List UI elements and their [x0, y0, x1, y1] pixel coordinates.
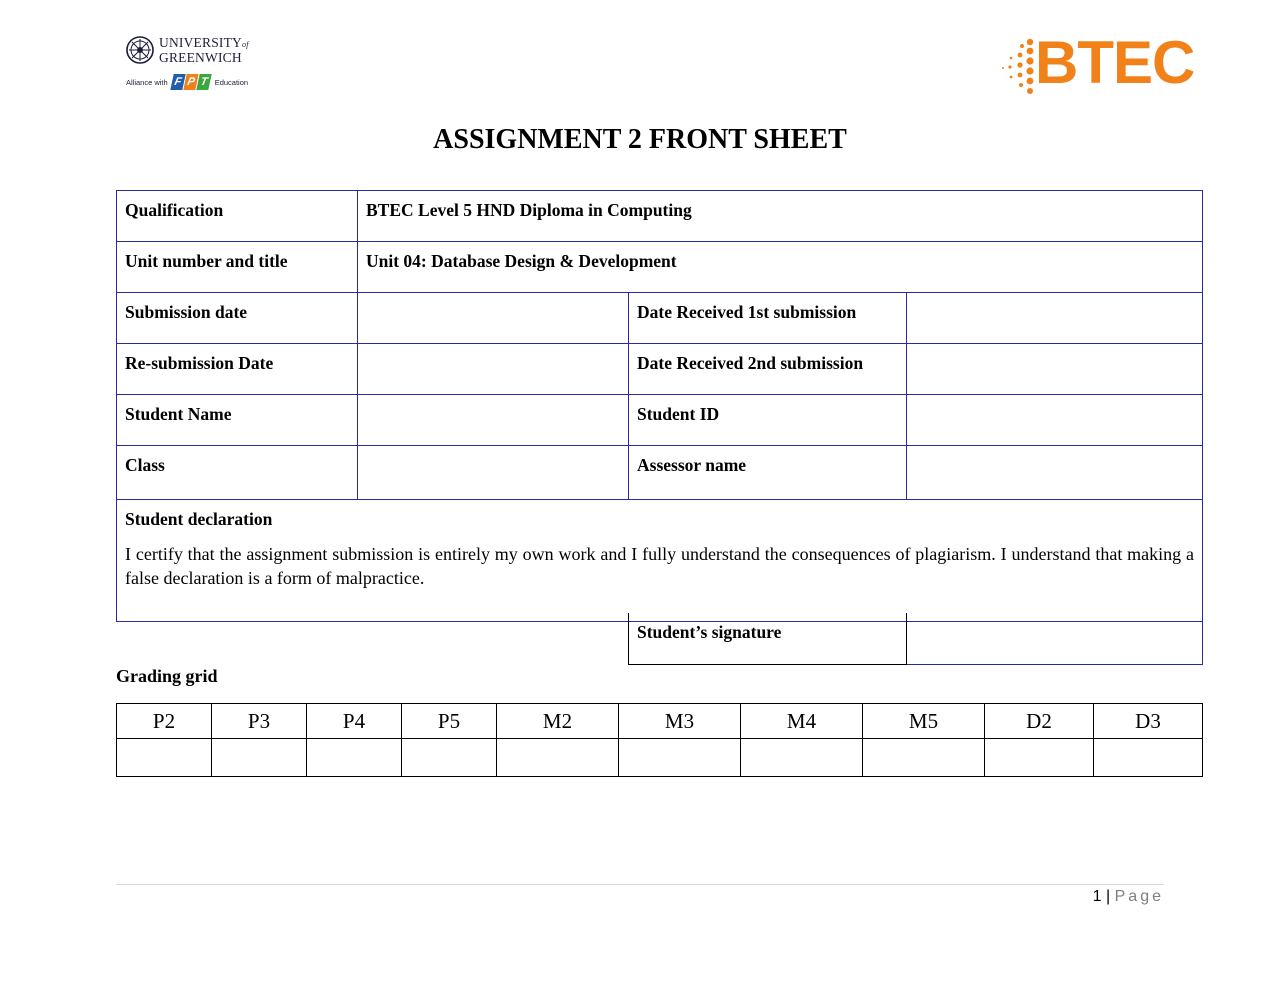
declaration-cell: [117, 500, 1203, 622]
unit-row: [117, 242, 1203, 293]
assessor-name-label: Assessor name: [629, 446, 907, 500]
btec-wordmark: BTEC: [1035, 29, 1195, 96]
footer-separator: |: [1106, 888, 1111, 905]
page-title: ASSIGNMENT 2 FRONT SHEET: [433, 124, 847, 155]
date-received-1-field[interactable]: [907, 293, 1203, 344]
unit-label: Unit number and title: [117, 242, 358, 293]
qualification-value: BTEC Level 5 HND Diploma in Computing: [358, 191, 1203, 242]
student-row: [117, 395, 1203, 446]
grading-grid-label: Grading grid: [116, 666, 218, 686]
grading-header-row: [117, 704, 1203, 739]
grade-m4-header: M4: [741, 704, 863, 739]
greenwich-seal-icon: [126, 36, 154, 64]
front-sheet-table: [116, 190, 1203, 622]
qualification-label: Qualification: [117, 191, 358, 242]
fpt-logo: [172, 74, 211, 90]
btec-dots-icon: [1000, 36, 1038, 98]
signature-field[interactable]: [907, 613, 1203, 665]
assessor-name-field[interactable]: [907, 446, 1203, 500]
grade-d3-header: D3: [1094, 704, 1203, 739]
student-id-label: Student ID: [629, 395, 907, 446]
grade-m5-cell[interactable]: [863, 739, 985, 777]
greenwich-wordmark: UNIVERSITYof GREENWICH: [159, 35, 249, 65]
grade-p5-header: P5: [402, 704, 497, 739]
fpt-letter-f: F: [170, 74, 185, 90]
grading-value-row: [117, 739, 1203, 777]
signature-label: Student’s signature: [629, 613, 907, 665]
page-number: 1: [1092, 888, 1102, 905]
submission-date-label: Submission date: [117, 293, 358, 344]
grade-m3-header: M3: [619, 704, 741, 739]
declaration-text: I certify that the assignment submission is entirely my own work and I fully understand the consequences of plagiarism. I understand that making a false declaration is a form of malpractice.: [125, 544, 1195, 588]
grade-p2-cell[interactable]: [117, 739, 212, 777]
signature-row: [629, 613, 1203, 665]
date-received-2-field[interactable]: [907, 344, 1203, 395]
grade-p3-cell[interactable]: [212, 739, 307, 777]
grade-d2-cell[interactable]: [985, 739, 1094, 777]
signature-table: [628, 613, 1203, 665]
date-received-1-label: Date Received 1st submission: [629, 293, 907, 344]
grade-m2-header: M2: [497, 704, 619, 739]
grade-m3-cell[interactable]: [619, 739, 741, 777]
grade-d3-cell[interactable]: [1094, 739, 1203, 777]
grade-p4-cell[interactable]: [307, 739, 402, 777]
grade-m5-header: M5: [863, 704, 985, 739]
student-id-field[interactable]: [907, 395, 1203, 446]
grade-p2-header: P2: [117, 704, 212, 739]
grade-m4-cell[interactable]: [741, 739, 863, 777]
declaration-row: [117, 500, 1203, 622]
university-of-greenwich-logo: [126, 36, 266, 100]
grade-p3-header: P3: [212, 704, 307, 739]
page-word: Page: [1114, 888, 1164, 905]
resubmission-row: [117, 344, 1203, 395]
resubmission-date-label: Re-submission Date: [117, 344, 358, 395]
submission-row: [117, 293, 1203, 344]
grade-p5-cell[interactable]: [402, 739, 497, 777]
class-label: Class: [117, 446, 358, 500]
grade-d2-header: D2: [985, 704, 1094, 739]
submission-date-field[interactable]: [358, 293, 629, 344]
page-footer: [1093, 888, 1164, 906]
qualification-row: [117, 191, 1203, 242]
footer-divider: [116, 884, 1164, 885]
fpt-letter-p: P: [183, 74, 198, 90]
btec-logo: [1000, 29, 1195, 98]
grade-m2-cell[interactable]: [497, 739, 619, 777]
grading-grid: [116, 703, 1203, 777]
fpt-letter-t: T: [196, 74, 211, 90]
fpt-alliance: Alliance with F P T Education: [126, 76, 249, 88]
student-name-field[interactable]: [358, 395, 629, 446]
class-field[interactable]: [358, 446, 629, 500]
unit-value: Unit 04: Database Design & Development: [358, 242, 1203, 293]
grade-p4-header: P4: [307, 704, 402, 739]
declaration-label: Student declaration: [125, 509, 273, 529]
class-row: [117, 446, 1203, 500]
student-name-label: Student Name: [117, 395, 358, 446]
resubmission-date-field[interactable]: [358, 344, 629, 395]
date-received-2-label: Date Received 2nd submission: [629, 344, 907, 395]
